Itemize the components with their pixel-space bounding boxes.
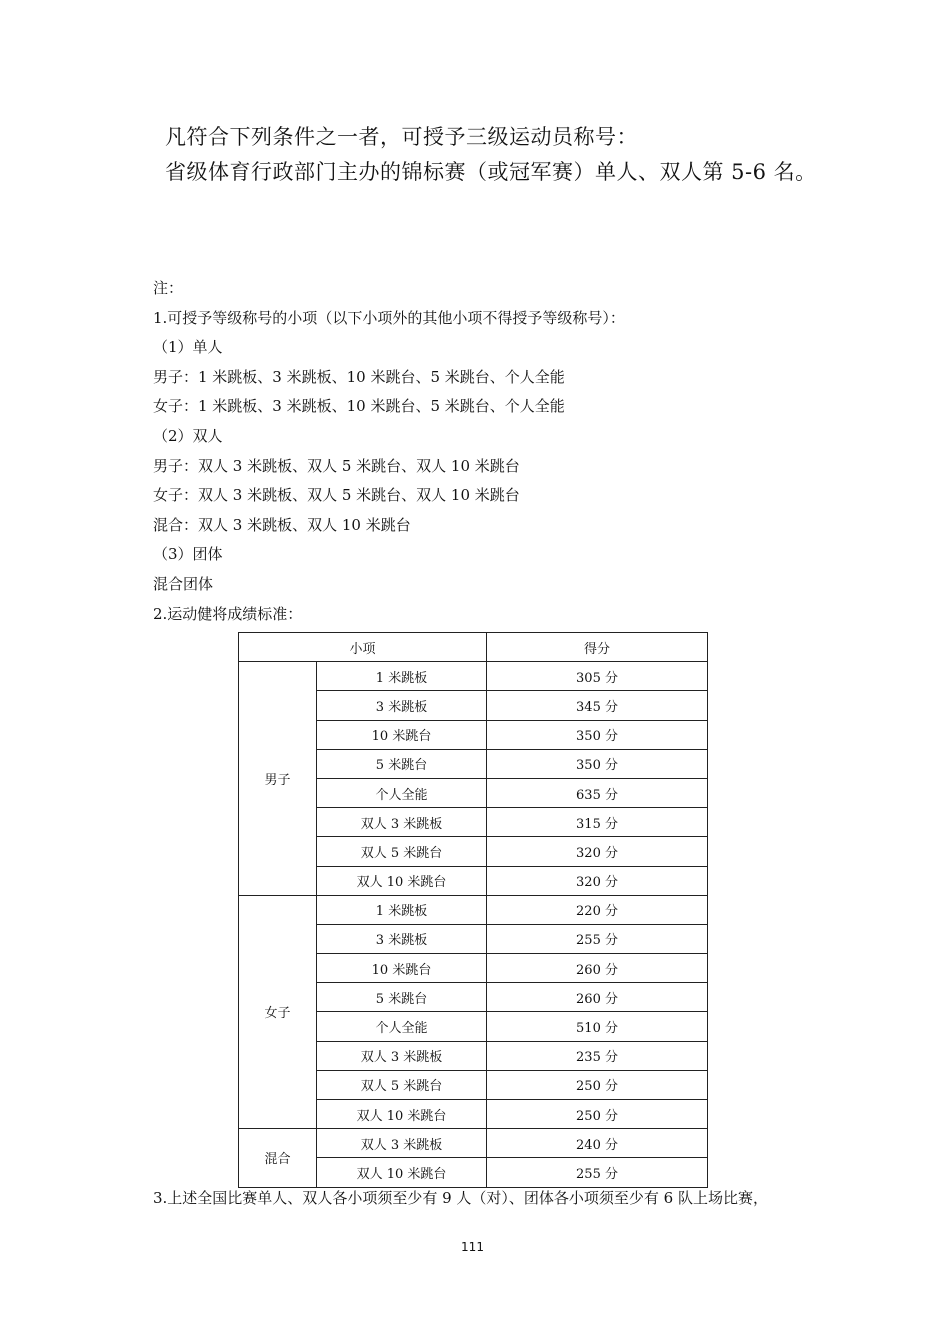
group-mixed: 混合 — [239, 1129, 317, 1187]
score-cell: 255 分 — [487, 1158, 708, 1187]
score-cell: 260 分 — [487, 983, 708, 1012]
score-cell: 255 分 — [487, 924, 708, 953]
score-cell: 635 分 — [487, 778, 708, 807]
note-team-mixed: 混合团体 — [153, 574, 214, 593]
note-team-heading: （3）团体 — [153, 545, 223, 564]
score-cell: 510 分 — [487, 1012, 708, 1041]
score-cell: 350 分 — [487, 720, 708, 749]
event-cell: 双人 10 米跳台 — [317, 866, 487, 895]
score-cell: 220 分 — [487, 895, 708, 924]
event-cell: 1 米跳板 — [317, 662, 487, 691]
event-cell: 3 米跳板 — [317, 924, 487, 953]
event-cell: 双人 3 米跳板 — [317, 808, 487, 837]
header-event: 小项 — [239, 633, 487, 662]
score-cell: 250 分 — [487, 1070, 708, 1099]
score-cell: 235 分 — [487, 1041, 708, 1070]
table-row — [239, 895, 708, 924]
event-cell: 双人 5 米跳台 — [317, 837, 487, 866]
event-cell: 双人 10 米跳台 — [317, 1158, 487, 1187]
event-cell: 1 米跳板 — [317, 895, 487, 924]
table-row — [239, 662, 708, 691]
event-cell: 双人 10 米跳台 — [317, 1100, 487, 1129]
event-cell: 个人全能 — [317, 778, 487, 807]
heading-line-2: 省级体育行政部门主办的锦标赛（或冠军赛）单人、双人第 5-6 名。 — [165, 160, 817, 184]
score-cell: 350 分 — [487, 749, 708, 778]
table-header-row — [239, 633, 708, 662]
header-score: 得分 — [487, 633, 708, 662]
heading-line-1: 凡符合下列条件之一者，可授予三级运动员称号： — [165, 125, 638, 149]
event-cell: 双人 3 米跳板 — [317, 1041, 487, 1070]
event-cell: 双人 5 米跳台 — [317, 1070, 487, 1099]
competition-requirement-line: 3.上述全国比赛单人、双人各小项须至少有 9 人（对）、团体各小项须至少有 6 队上场比赛， — [153, 1189, 768, 1207]
event-cell: 10 米跳台 — [317, 720, 487, 749]
event-cell: 5 米跳台 — [317, 749, 487, 778]
score-standard-table — [238, 632, 708, 1188]
group-men: 男子 — [239, 662, 317, 896]
score-cell: 305 分 — [487, 662, 708, 691]
score-cell: 320 分 — [487, 866, 708, 895]
score-cell: 250 分 — [487, 1100, 708, 1129]
event-cell: 双人 3 米跳板 — [317, 1129, 487, 1158]
notes-label: 注： — [153, 279, 184, 297]
note-singles-women: 女子：1 米跳板、3 米跳板、10 米跳台、5 米跳台、个人全能 — [153, 397, 565, 416]
event-cell: 个人全能 — [317, 1012, 487, 1041]
note-doubles-men: 男子：双人 3 米跳板、双人 5 米跳台、双人 10 米跳台 — [153, 456, 520, 475]
note-doubles-women: 女子：双人 3 米跳板、双人 5 米跳台、双人 10 米跳台 — [153, 486, 520, 505]
score-cell: 240 分 — [487, 1129, 708, 1158]
note-doubles-heading: （2）双人 — [153, 426, 223, 445]
score-cell: 345 分 — [487, 691, 708, 720]
event-cell: 3 米跳板 — [317, 691, 487, 720]
score-cell: 320 分 — [487, 837, 708, 866]
score-cell: 315 分 — [487, 808, 708, 837]
note-standard-heading: 2.运动健将成绩标准： — [153, 604, 303, 623]
note-doubles-mixed: 混合：双人 3 米跳板、双人 10 米跳台 — [153, 515, 411, 534]
heading-block — [165, 120, 905, 190]
event-cell: 5 米跳台 — [317, 983, 487, 1012]
note-singles-men: 男子：1 米跳板、3 米跳板、10 米跳台、5 米跳台、个人全能 — [153, 367, 565, 386]
event-cell: 10 米跳台 — [317, 954, 487, 983]
note-singles-heading: （1）单人 — [153, 338, 223, 357]
group-women: 女子 — [239, 895, 317, 1129]
score-cell: 260 分 — [487, 954, 708, 983]
notes-block — [153, 274, 853, 629]
page-number: 111 — [461, 1240, 484, 1254]
table-row — [239, 1129, 708, 1158]
note-eligible-events: 1.可授予等级称号的小项（以下小项外的其他小项不得授予等级称号）： — [153, 308, 625, 327]
